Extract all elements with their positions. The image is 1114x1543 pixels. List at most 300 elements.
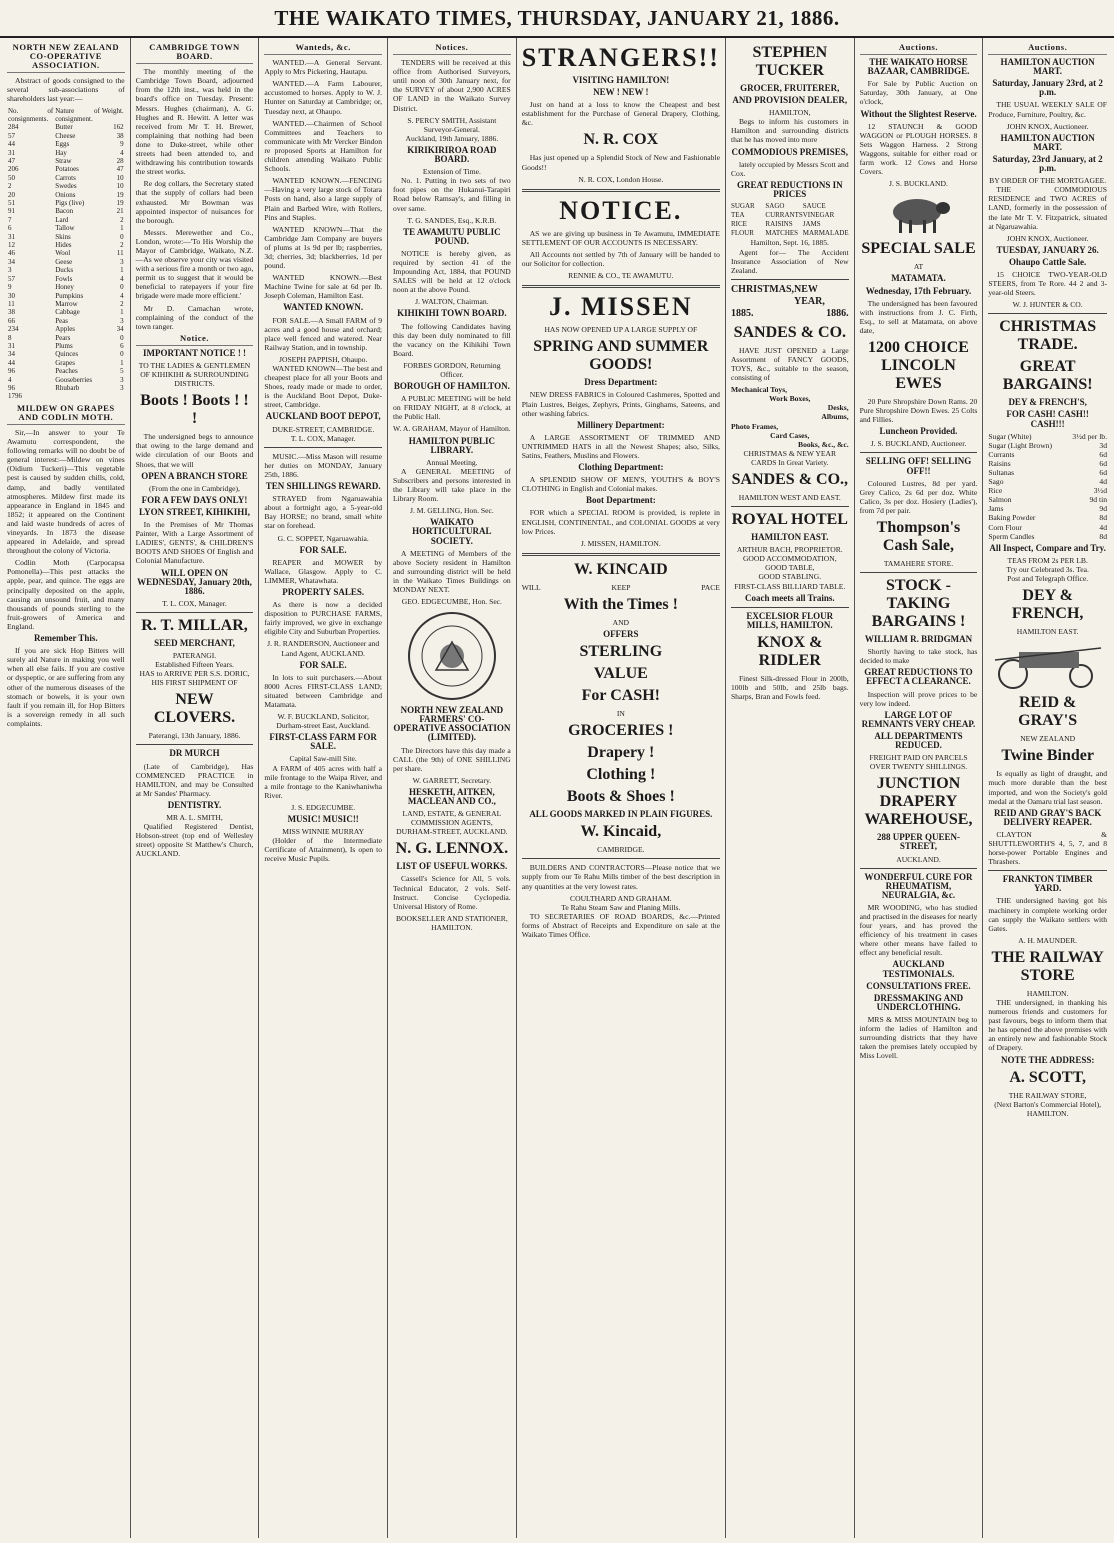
notice-body: AS we are giving up business in Te Awamutu, IMMEDIATE SETTLEMENT OF OUR ACCOUNTS IS NECESSARY. [521,228,720,247]
books: Books, &c., &c. [798,439,849,449]
sandes-sign: SANDES & CO., [731,471,849,488]
table-cell: Butter [55,123,73,132]
table-cell: 1 [120,358,124,367]
table-cell: Marrow [55,299,78,308]
boots-shoes-word: Boots & Shoes ! [566,788,675,806]
great-reductions: GREAT REDUCTIONS TO EFFECT A CLEARANCE. [864,667,973,687]
offers-word: OFFERS [603,629,639,639]
table-row [7,199,125,207]
column-5 [517,38,726,1538]
table-cell: 46 [8,249,15,258]
column-3 [259,38,388,1538]
table-cell: Cheese [55,131,76,140]
kroad-heading: KIRIKIRIROA ROAD BOARD. [407,144,497,165]
table-row [7,132,125,140]
pound-sign: J. WALTON, Chairman. [415,297,489,307]
steers: 15 CHOICE TWO-YEAR-OLD STEERS, from Te Rore. 44 2 and 3-year-old Steers. [988,269,1107,298]
forsale-heading: FOR SALE. [299,544,347,555]
table-cell: 44 [8,140,15,149]
price-item: Baking Powder [988,513,1036,523]
table-cell: Quinces [55,350,79,359]
inspect-compare: All Inspect, Compare and Try. [989,542,1106,553]
table-row [7,174,125,182]
column-7 [855,38,984,1538]
notice-heading-big: NOTICE. [559,195,683,225]
year-1885: 1885. [730,307,754,319]
weekly-sale: THE USUAL WEEKLY SALE OF Produce, Furniture, Poultry, &c. [988,100,1107,119]
list-item: FLOUR [730,229,754,238]
list-item: SUGAR [730,202,755,211]
dentist-body: Qualified Registered Dentist, Hobson-street (top end of Wellesley street) opposite St Matthew's Church, AUCKLAND. [135,822,254,859]
table-cell: 38 [8,308,15,317]
table-cell: Skins [55,232,71,241]
reductions-body: Inspection will prove prices to be very low indeed. [859,689,978,708]
boot-depot: AUCKLAND BOOT DEPOT, [265,411,381,422]
price-item: Rice [988,486,1003,496]
mortgagee: BY ORDER OF THE MORTGAGEE. [989,176,1107,186]
table-row [7,140,125,148]
missen-name: J. MISSEN [548,292,693,322]
wanted-5: WANTED KNOWN—That the Cambridge Jam Company are buyers of plums at 1s 9d per lb; raspberries, 3d; cherries, 3d; blackberries, 1d per pound. [264,224,383,271]
plain-figures: ALL GOODS MARKED IN PLAIN FIGURES. [529,809,713,820]
clovers-date: Paterangi, 13th January, 1886. [148,731,241,741]
table-cell: Lard [55,215,69,224]
table-row [7,249,125,257]
wanteds-heading: Wanteds, &c. [264,43,382,55]
table-cell: 44 [8,358,15,367]
clothing-word: Clothing ! [586,766,656,784]
price-row [988,513,1107,522]
table-cell: 96 [8,367,15,376]
price-list [988,432,1107,541]
tenders-sign: S. PERCY SMITH, Assistant Surveyor-General. [407,115,497,134]
price-row [988,468,1107,477]
wanted-2: WANTED.—A Farm Labourer, accustomed to horses. Apply to W. J. Hunter on Saturday at Cambridge; or, Tuesday next, at Ohaupo. [264,79,383,116]
bridgman-body: Shortly having to take stock, has decided to make [859,647,978,666]
table-row [7,258,125,266]
and-word: AND [612,617,630,627]
table-cell: Tallow [55,224,75,233]
important-notice: IMPORTANT NOTICE ! ! [142,347,247,358]
good-table: GOOD TABLE, [765,563,815,573]
list-item: CURRANTS [765,211,803,220]
luncheon: Luncheon Provided. [879,426,958,437]
price-value: 6d [1099,458,1107,468]
table-cell: Onions [55,190,76,199]
boot-depot-addr: DUKE-STREET, CAMBRIDGE. [272,424,375,434]
wanted-4: WANTED KNOWN.—FENCING—Having a very large stock of Totara Posts on hand, also a large supply of Plain and Barbed Wire, with Rollers, Pins and Staples. [264,176,383,222]
remember-heading: Remember This. [34,633,98,644]
lyon-street: LYON STREET, KIHIKIHI, [138,506,251,517]
table-cell: Hay [55,148,67,157]
coulthard-sign: COULTHARD AND GRAHAM. [570,893,672,903]
price-row [988,459,1107,468]
ktown-sign: FORBES GORDON, Returning Officer. [403,360,501,379]
knox-body: Finest Silk-dressed Flour in 200lb, 100lb and 50lb, and 25lb bags. Sharps, Bran and Fowls feed. [730,673,849,702]
millar-trade: SEED MERCHANT, [154,637,235,648]
dentist-name: MR A. L. SMITH, [166,813,223,822]
tenders-date: Auckland, 19th January, 1886. [405,133,499,143]
table-cell: Gooseberries [55,375,93,384]
boots-body: The undersigned begs to announce that owing to the large demand and wide circulation of our Boots and Shoes, that we will [135,432,254,469]
post-office: Post and Telegraph Office. [1007,574,1089,584]
hunter-sign: W. J. HUNTER & CO. [1012,300,1083,310]
table-cell: 4 [8,375,12,384]
special-sale: SPECIAL SALE [861,240,976,258]
table-cell: 5 [120,367,124,376]
table-cell: 34 [8,257,15,266]
christmas-trade: CHRISTMAS TRADE. [999,318,1097,354]
value-word: VALUE [593,665,648,683]
clayton: CLAYTON & SHUTTLEWORTH'S 4, 5, 7, and 8 horse-power Portable Engines and Thrashers. [988,829,1107,867]
wanted-3: WANTED.—Chairmen of School Committees and Teachers to communicate with Mr Vercker Bindon re proposed Sports at Hamilton for children attending Waikato Public Schools. [264,118,383,174]
table-cell: 11 [116,249,124,258]
notices-heading: Notices. [393,43,511,55]
table-cell: 3 [120,257,124,266]
teas: TEAS FROM 2s PER LB. [1007,555,1088,565]
price-value: 3½d [1093,486,1107,496]
bazaar-items: 12 STAUNCH & GOOD WAGGON or PLOUGH HORSES. 8 Sets Waggon Harness. 2 Strong Waggons, suitable for either road or farm work. 12 Cows and Horse Covers. [859,121,978,177]
pace-word: PACE [701,582,720,592]
lennox-sign: BOOKSELLER AND STATIONER, HAMILTON. [395,913,508,932]
millar-name: R. T. MILLAR, [141,616,248,634]
table-cell: 3 [120,383,124,392]
lennox-body: Cassell's Science for All, 5 vols. Technical Educator, 2 vols. Self-Instruct. Concise Cyclopedia. Universal History of Rome. [393,874,511,911]
masthead-title: THE WAIKATO TIMES, THURSDAY, JANUARY 21, 1886. [274,5,840,30]
table-cell: 234 [8,325,19,334]
firstclass-body: A FARM of 405 acres with half a mile frontage to the Waipa River, and a mile frontage to the Kaniwhaniwha River. [264,763,383,800]
table-cell: 57 [8,131,15,140]
list-item: JAMS [802,220,821,229]
departments-reduced: ALL DEPARTMENTS REDUCED. [874,730,963,751]
table-cell: 20 [8,190,15,199]
table-cell: Hides [55,241,72,250]
royal-hotel-town: HAMILTON EAST. [751,532,829,543]
table-cell: 4 [120,148,124,157]
table-row [7,317,125,325]
table-cell: 3 [8,266,12,275]
rahu-mills: Te Rahu Steam Saw and Planing Mills. [561,902,681,912]
table-row [7,157,125,165]
table-row [7,308,125,316]
price-row [988,532,1107,541]
wanted-known-body: FOR SALE.—A Small FARM of 9 acres and a good house and orchard; place well fenced and watered. Near Railway Station, and in township. [264,315,383,352]
kincaid-name: W. KINCAID [574,560,668,578]
table-cell: 0 [120,283,124,292]
borough-sign: W. A. GRAHAM, Mayor of Hamilton. [393,424,511,434]
missen-sub: HAS NOW OPENED UP A LARGE SUPPLY OF [544,325,698,335]
millinery-body: A LARGE ASSORTMENT OF TRIMMED AND UNTRIMMED HATS in all the Newest Shapes; also, Silks, Satins, Feathers, Muslins and Flowers. [521,432,720,460]
music2-heading: MUSIC! MUSIC!! [287,814,359,825]
table-cell: 3 [120,375,124,384]
special-body: The undersigned has been favoured with instructions from J. C. Firth, Esq., to sell at Matamata, on above date, [859,298,978,335]
railway-body: THE undersigned, in thanking his numerous friends and customers for past favours, begs to inform them that he has opened the above premises with an entirely new and fashionable Stock of Drapery. [988,998,1107,1053]
railway-town: HAMILTON. [1026,988,1069,998]
lyon-body: In the Premises of Mr Thomas Painter, With a Large Assortment of LADIES', GENTS', & CHILDREN'S BOOTS AND SHOES Of English and Colonial Manufacture. [135,520,254,566]
rheumatism-heading: WONDERFUL CURE FOR RHEUMATISM, NEURALGIA, &c. [864,871,973,900]
table-body [7,123,125,392]
townboard-body-1: The monthly meeting of the Cambridge Town Board, adjourned from the 12th inst., was held in the board's office on Tuesday. Present: Messrs. Hughes (chairman), A. G. Hughes and R. Hewitt. A letter was received from Mr T. H. Brewer, complaining that nothing had been done to Duke-street, while other streets had been attended to, and withdrawing his contribution towards the street works. [135,67,254,177]
clothing-body: A SPLENDID SHOW OF MEN'S, YOUTH'S & BOY'S CLOTHING in English and Colonial makes. [521,475,720,494]
table-row [7,384,125,392]
murch-body: (Late of Cambridge), Has COMMENCED PRACTICE in HAMILTON, and may be Consulted at Mr Sandes' Pharmacy. [135,761,254,798]
forsale-body: REAPER and MOWER by Wallace, Glasgow. Apply to C. LIMMER, Whatawhata. [264,557,383,585]
without-reserve: Without the Slightest Reserve. [860,108,977,119]
table-row [7,266,125,274]
library-sub: Annual Meeting. [426,457,478,467]
table-total: 1796 [8,392,22,401]
table-row [7,233,125,241]
tucker-town: HAMILTON, [769,108,811,118]
price-item: Sultanas [988,468,1015,477]
hort-body: A MEETING of Members of the above Society resident in Hamilton and surrounding district will be held in the Waikato Times Buildings on MONDAY NEXT. [393,548,511,594]
coop-intro: Abstract of goods consigned to the several sub-associations of shareholders last year:— [7,76,125,104]
table-cell: 2 [8,182,12,191]
price-row [988,477,1107,486]
table-cell: 9 [8,283,12,292]
new-new: NEW ! NEW ! [593,87,649,98]
townboard-heading: CAMBRIDGE TOWN BOARD. [136,43,254,64]
list-item: SAUCE [802,202,826,211]
price-item: Raisins [988,458,1011,468]
price-row [988,523,1107,532]
codlin-body: Codlin Moth (Carpocapsa Pomonella)—This pest attacks the apple, pear, and quince. The eggs are principally deposited on the apple, causing an unsound fruit, and many thousands of pounds sterling to the fruit-growers of America and England. [7,558,125,631]
price-item: Sperm Candles [988,531,1035,541]
clothing-dept: Clothing Department: [578,462,664,473]
missen-sign: J. MISSEN, HAMILTON. [580,538,661,548]
notice-to: TO THE LADIES & GENTLEMEN OF KIHIKIHI & SURROUNDING DISTRICTS. [138,361,251,389]
table-row [7,283,125,291]
billiard: FIRST-CLASS BILLIARD TABLE. [734,581,846,591]
horse-bazaar: THE WAIKATO HORSE BAZAAR, CAMBRIDGE. [867,57,970,77]
library-heading: HAMILTON PUBLIC LIBRARY. [408,435,495,455]
twine-binder: Twine Binder [1001,747,1094,765]
junction-drapery: JUNCTION DRAPERY WAREHOUSE, [864,775,973,829]
ewes-body: 20 Pure Shropshire Down Rams. 20 Pure Shropshire Down Ewes. 25 Colts and Fillies. [859,396,978,425]
table-cell: 31 [8,232,15,241]
branch-store: OPEN A BRANCH STORE [141,470,248,481]
few-days: FOR A FEW DAYS ONLY! [141,494,248,505]
townboard-body-4: Mr D. Carnachan wrote, complaining of the conduct of the town ranger. [135,303,254,331]
forsale2-sign: W. F. BUCKLAND, Solicitor, Durham-street East, Auckland. [276,712,370,731]
table-cell: 206 [8,165,19,174]
albums: Albums, [821,412,849,422]
railway-store: THE RAILWAY STORE [991,948,1104,984]
sandes-name: SANDES & CO. [733,323,847,341]
price-value: 9d [1099,504,1107,514]
matamata: MATAMATA. [891,273,946,284]
tucker-trade: GROCER, FRUITERER, [740,83,840,93]
ktown-heading: KIHIKIHI TOWN BOARD. [397,308,507,319]
table-header-num: No. of consignments. [8,106,54,123]
coop-notice-sign: W. GARRETT, Secretary. [412,775,492,785]
bridgman: WILLIAM R. BRIDGMAN [864,634,973,645]
table-cell: 10 [116,173,124,182]
table-cell: 1 [120,224,124,233]
table-cell: 50 [8,173,15,182]
table-cell: 6 [8,224,12,233]
scott-name: A. SCOTT, [1009,1068,1086,1086]
frankton-timber: FRANKTON TIMBER YARD. [1002,874,1093,894]
reward-heading: TEN SHILLINGS REWARD. [265,481,381,492]
knox-ridler: KNOX & RIDLER [757,633,823,669]
property-body: As there is now a decided disposition to PURCHASE FARMS, fairly improved, we give in exchange eligible City and Suburban Properties. [264,600,383,637]
table-cell: 66 [8,316,15,325]
table-cell: 96 [8,383,15,392]
scott-store: THE RAILWAY STORE, [1008,1090,1087,1100]
wanted-1: WANTED.—A General Servant. Apply to Mrs Pickering, Hautapu. [264,58,383,77]
column-4 [388,38,517,1538]
table-cell: 91 [8,207,15,216]
table-cell: 8 [8,333,12,342]
ktown-body: The following Candidates having this day been duly nominated to fill the vacancy on the Kihikihi Town Board. [393,321,511,358]
tucker-items [731,202,849,238]
price-value: 8d [1099,513,1107,523]
accommodation: GOOD ACCOMMODATION, [742,554,837,564]
table-cell: Pears [55,333,71,342]
frankton-body: THE undersigned having got his machinery in complete working order can supply the Waikato settlers with Gates. [988,896,1107,933]
tucker-body: Begs to inform his customers in Hamilton and surrounding districts that he has moved into more [730,117,849,145]
strangers-body: Just on hand at a loss to know the Cheapest and best establishment for the Purchase of General Drapery, Clothing, &c. [521,100,720,128]
table-row [7,342,125,350]
auction-mart: HAMILTON AUCTION MART. [1000,57,1095,77]
table-cell: 51 [8,199,15,208]
price-row [988,432,1107,441]
list-item: VINEGAR [802,211,835,220]
work-boxes: Work Boxes, [769,394,811,404]
list-item: SAGO [765,202,785,211]
bazaar-body: For Sale by Public Auction on Saturday, 30th January, at One o'clock, [859,79,978,107]
secretaries-body: TO SECRETARIES OF ROAD BOARDS, &c.—Printed forms of Abstract of Receipts and Expenditure on sale at the Waikato Times Office. [521,911,720,940]
table-cell: 162 [113,123,124,132]
tuesday-sale: TUESDAY, JANUARY 26. [996,244,1099,255]
royal-hotel: ROYAL HOTEL [731,511,848,529]
table-header-weight: Weight. [101,106,124,115]
table-cell: 19 [116,199,124,208]
binder-machine-icon [989,640,1107,690]
testimonials: AUCKLAND TESTIMONIALS. [882,959,955,979]
photo-frames: Photo Frames, [730,421,779,431]
in-word: IN [616,709,625,719]
forsale2-body: In lots to suit purchasers.—About 8000 Acres FIRST-CLASS LAND; situated between Cambridge and Matamata. [264,672,383,709]
table-row [7,123,125,131]
boot-dept: Boot Department: [585,495,656,506]
table-cell: Pigs (live) [55,199,85,208]
table-cell: Plums [55,341,73,350]
price-value: 6d [1099,468,1107,477]
forsale2-heading: FOR SALE. [299,659,347,670]
hesketh-heading: HESKETH, AITKEN, MACLEAN AND CO., [407,786,496,806]
spring-summer: SPRING AND SUMMER GOODS! [533,338,709,374]
firstclass-heading: FIRST-CLASS FARM FOR SALE. [269,732,377,752]
music-notice: MUSIC.—Miss Mason will resume her duties on MONDAY, January 25th, 1886. [264,451,383,479]
reductions-heading: GREAT REDUCTIONS IN PRICES [736,179,843,199]
buckland-sign: J. S. BUCKLAND. [889,179,948,189]
table-cell: 9 [120,140,124,149]
coop-heading: NORTH NEW ZEALAND CO-OPERATIVE ASSOCIATION. [7,43,125,73]
price-item: Sago [988,477,1004,487]
table-cell: 19 [116,190,124,199]
premises-body: lately occupied by Messrs Scott and Cox. [730,159,849,178]
price-row [988,504,1107,513]
table-cell: 28 [116,157,124,165]
table-row [7,300,125,308]
tenders-body: TENDERS will be received at this office from Authorised Surveyors, until noon of 30th January next, for the SURVEY of about 2,900 ACRES OF LAND in the Waikato Survey District. [393,58,511,113]
millinery-dept: Millinery Department: [576,419,665,430]
cox-sign: N. R. COX, London House. [578,174,664,184]
freight: FREIGHT PAID ON PARCELS OVER TWENTY SHILLINGS. [869,753,968,772]
table-cell: 0 [120,232,124,241]
table-row [7,359,125,367]
mech-toys: Mechanical Toys, [730,385,788,395]
dey-french-town: HAMILTON EAST. [1016,627,1079,637]
lennox-heading: N. G. LENNOX. [395,840,509,858]
millar-arrive: HAS to ARRIVE PER S.S. DORIC, HIS FIRST SHIPMENT OF [139,669,250,688]
hort-sign: GEO. EDGECUMBE, Hon. Sec. [401,597,502,607]
property-heading: PROPERTY SALES. [282,586,365,597]
table-cell: 30 [8,291,15,300]
for-cash: For CASH! [581,687,661,705]
table-cell: 6 [120,341,124,350]
library-body: A GENERAL MEETING of Subscribers and persons interested in the Library will take place in the Library Room. [393,466,511,504]
great-bargains: GREAT BARGAINS! [1002,358,1093,394]
table-cell: 2 [120,299,124,308]
column-2 [131,38,260,1538]
desks: Desks, [827,403,849,413]
lennox-sub: LIST OF USEFUL WORKS. [396,861,508,872]
table-cell: 34 [8,350,15,359]
auction-mart-2: HAMILTON AUCTION MART. [1000,132,1095,152]
table-cell: 34 [116,325,124,334]
dress-dept: Dress Department: [584,377,658,388]
selling-off: SELLING OFF! SELLING OFF!! [865,456,972,476]
table-cell: Cabbage [55,308,80,317]
table-cell: 47 [8,157,15,165]
table-cell: Swedes [55,182,77,191]
table-cell: Ducks [55,266,74,275]
borough-body: A PUBLIC MEETING will be held on FRIDAY NIGHT, at 8 o'clock, at the Public Hall. [393,394,511,422]
library-sign: J. M. GELLING, Hon. Sec. [410,506,494,516]
boot-depot-sign: T. L. COX, Manager. [290,433,356,443]
table-row [7,191,125,199]
strangers-heading: STRANGERS!! [521,43,720,72]
coach: Coach meets all Trains. [744,592,835,603]
firstclass-sign: J. S. EDGECUMBE. [291,802,356,812]
drapery-word: Drapery ! [587,744,655,762]
rennie-sign: RENNIE & CO., TE AWAMUTU. [568,271,674,281]
wednesday: Wednesday, 17th February. [865,285,972,296]
list-item: TEA [730,211,745,220]
dey-french: DEY & FRENCH'S, [1008,397,1087,408]
price-item: Currants [988,449,1015,459]
christmas-cards: CHRISTMAS & NEW YEAR CARDS In Great Variety. [743,448,837,467]
table-cell: 1 [120,308,124,317]
masthead [0,0,1114,38]
wanted-7: WANTED KNOWN—The best and cheapest place for all your Boots and Shoes, ready made or made to order, is the Auckland Boot Depot, Duke-street, Cambridge. [264,364,383,410]
dey-french-2: DEY & FRENCH, [1011,587,1084,623]
table-cell: 47 [116,165,124,174]
table-cell: 31 [8,148,15,157]
tucker-name: STEPHEN TUCKER [752,44,828,79]
table-row [7,350,125,358]
table-cell: 31 [8,341,15,350]
association-seal-icon [406,610,498,702]
kroad-sign: T. G. SANDES, Esq., K.R.B. [407,215,497,225]
good-stabling: GOOD STABLING. [758,572,822,582]
table-header-nature: Nature of consignment. [55,106,100,123]
price-row [988,495,1107,504]
price-item: Sugar (White) [988,431,1032,441]
